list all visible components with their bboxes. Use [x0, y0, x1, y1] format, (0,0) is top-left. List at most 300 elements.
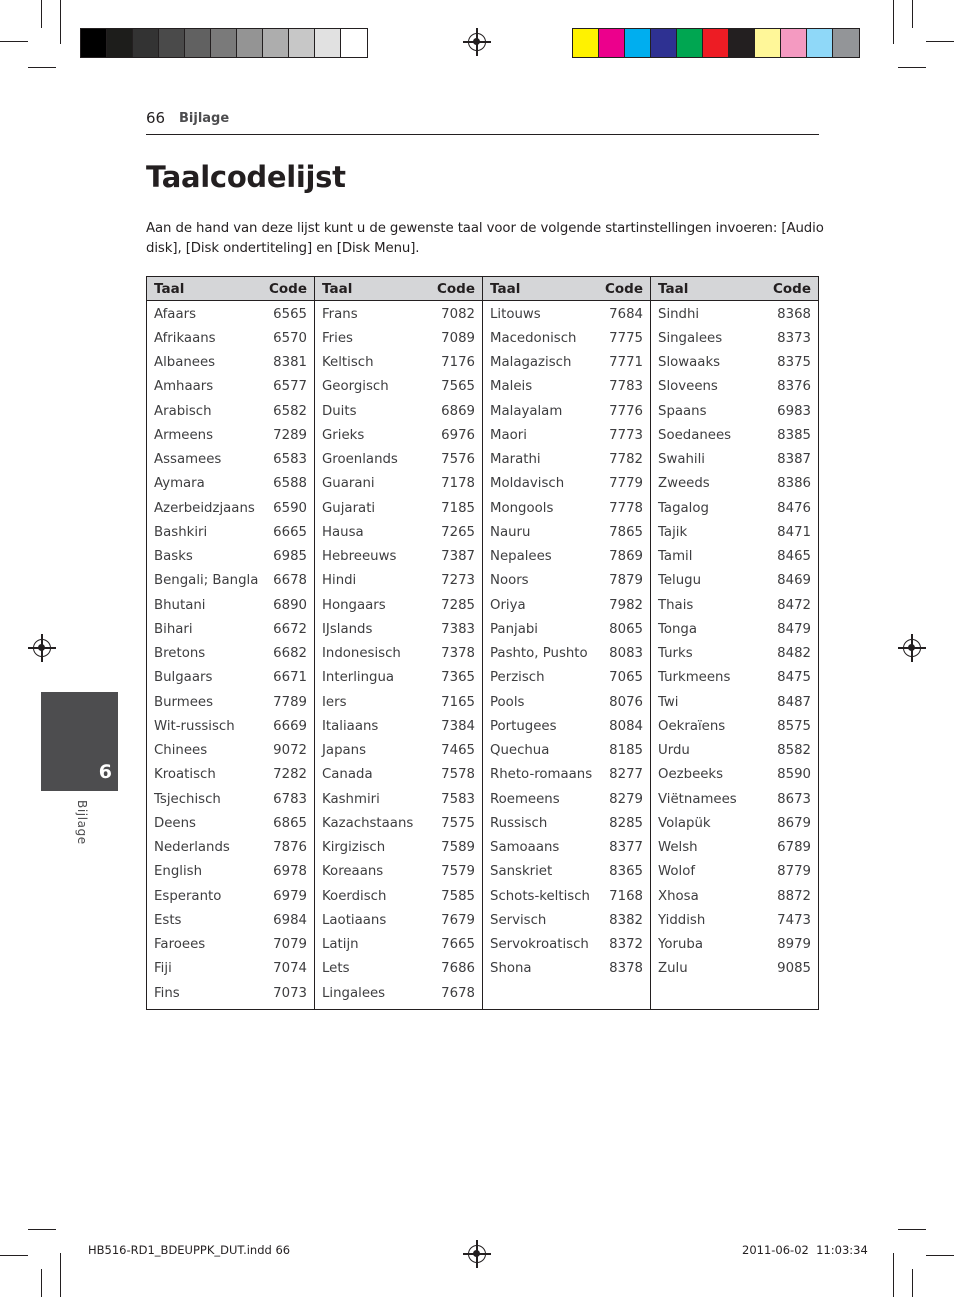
- language-code: 8679: [777, 815, 811, 831]
- color-swatch: [133, 29, 159, 57]
- language-name: Schots-keltisch: [490, 888, 590, 904]
- language-name: Oekraïens: [658, 718, 726, 734]
- table-row: [315, 496, 482, 520]
- language-name: Russisch: [490, 815, 548, 831]
- language-name: Zulu: [658, 961, 688, 977]
- language-code: 6979: [273, 888, 307, 904]
- language-name: Bulgaars: [154, 670, 213, 686]
- header-taal: Taal: [322, 280, 353, 297]
- header-code: Code: [268, 280, 307, 297]
- language-code: 7089: [441, 330, 475, 346]
- crop-mark: [893, 1253, 894, 1297]
- table-row: [315, 666, 482, 690]
- language-name: Armeens: [154, 427, 213, 443]
- table-row: [483, 399, 650, 423]
- table-row: [147, 545, 314, 569]
- table-row: [483, 763, 650, 787]
- table-row: [483, 860, 650, 884]
- language-name: Pashto, Pushto: [490, 646, 588, 662]
- language-name: Twi: [658, 694, 679, 710]
- table-row: [651, 351, 818, 375]
- language-code: 8376: [777, 379, 811, 395]
- table-row: [651, 666, 818, 690]
- table-row: [315, 836, 482, 860]
- language-name: Maleis: [490, 379, 533, 395]
- language-code: 8382: [609, 912, 643, 928]
- chapter-number: 6: [98, 761, 112, 783]
- language-name: Sindhi: [658, 306, 700, 322]
- language-name: Samoaans: [490, 840, 560, 856]
- language-name: Perzisch: [490, 670, 545, 686]
- language-code: 7773: [609, 427, 643, 443]
- language-code: 8377: [609, 840, 643, 856]
- language-code: 7165: [441, 694, 475, 710]
- language-code: 8084: [609, 718, 643, 734]
- language-code: 7383: [441, 621, 475, 637]
- table-row: [315, 884, 482, 908]
- language-code: 6789: [777, 840, 811, 856]
- table-row: [315, 642, 482, 666]
- table-row: [315, 326, 482, 350]
- language-code: 8979: [777, 937, 811, 953]
- crop-mark: [898, 1229, 926, 1230]
- language-code: 7185: [441, 500, 475, 516]
- table-row: [651, 763, 818, 787]
- table-header: [315, 277, 482, 301]
- language-code: 7082: [441, 306, 475, 322]
- language-code: 6582: [273, 403, 307, 419]
- language-code: 7778: [609, 500, 643, 516]
- language-name: Fins: [154, 985, 180, 1001]
- language-name: Bretons: [154, 646, 206, 662]
- language-code: 8590: [777, 767, 811, 783]
- language-code: 8472: [777, 597, 811, 613]
- table-row: [147, 423, 314, 447]
- table-row: [147, 642, 314, 666]
- language-name: Frans: [322, 306, 358, 322]
- table-row: [147, 520, 314, 544]
- table-row: [147, 302, 314, 326]
- table-row: [651, 957, 818, 981]
- language-name: Koreaans: [322, 864, 384, 880]
- language-code: 7589: [441, 840, 475, 856]
- language-code: 6671: [273, 670, 307, 686]
- table-row: [483, 714, 650, 738]
- language-code: 7178: [441, 476, 475, 492]
- language-code: 8372: [609, 937, 643, 953]
- language-code: 7378: [441, 646, 475, 662]
- crop-mark: [41, 1269, 42, 1297]
- language-name: Servokroatisch: [490, 937, 589, 953]
- table-row: [651, 448, 818, 472]
- language-code: 8386: [777, 476, 811, 492]
- table-row: [483, 545, 650, 569]
- language-name: Nederlands: [154, 840, 230, 856]
- language-code: 6583: [273, 452, 307, 468]
- page-number: 66: [146, 109, 166, 127]
- crop-mark: [0, 1255, 28, 1256]
- language-name: Thais: [658, 597, 694, 613]
- language-code: 7684: [609, 306, 643, 322]
- language-name: Viëtnamees: [658, 791, 737, 807]
- table-row: [315, 423, 482, 447]
- registration-mark-icon: [468, 1245, 486, 1263]
- language-name: Afrikaans: [154, 330, 216, 346]
- table-row: [147, 593, 314, 617]
- language-name: Afaars: [154, 306, 196, 322]
- language-code: 6665: [273, 524, 307, 540]
- header-taal: Taal: [658, 280, 689, 297]
- language-name: Esperanto: [154, 888, 222, 904]
- language-code: 7789: [273, 694, 307, 710]
- language-code: 7665: [441, 937, 475, 953]
- table-row: [315, 933, 482, 957]
- table-row: [315, 714, 482, 738]
- language-name: Malayalam: [490, 403, 563, 419]
- language-name: Ests: [154, 912, 182, 928]
- intro-paragraph: Aan de hand van deze lijst kunt u de gewenste taal voor de volgende startinstellingen invoeren: [Audio disk], [Disk ondertiteling] en [Disk Menu].: [146, 221, 824, 256]
- table-header: [483, 277, 650, 301]
- language-name: Welsh: [658, 840, 698, 856]
- language-code: 6865: [273, 815, 307, 831]
- chapter-label: Bijlage: [75, 800, 89, 845]
- language-code: 8373: [777, 330, 811, 346]
- crop-mark: [912, 0, 913, 28]
- table-row: [483, 957, 650, 981]
- language-code: 6590: [273, 500, 307, 516]
- crop-mark: [41, 0, 42, 28]
- language-code: 7265: [441, 524, 475, 540]
- table-row: [483, 351, 650, 375]
- language-name: Rheto-romaans: [490, 767, 593, 783]
- language-code: 6678: [273, 573, 307, 589]
- language-name: Iers: [322, 694, 347, 710]
- language-name: Sloveens: [658, 379, 718, 395]
- language-code: 6978: [273, 864, 307, 880]
- language-name: Pools: [490, 694, 525, 710]
- language-code: 8277: [609, 767, 643, 783]
- language-code: 6976: [441, 427, 475, 443]
- language-name: Telugu: [658, 573, 702, 589]
- table-row: [315, 545, 482, 569]
- color-swatch: [703, 29, 729, 57]
- table-row: [315, 569, 482, 593]
- color-swatch: [107, 29, 133, 57]
- language-name: Latijn: [322, 937, 359, 953]
- language-code: 8471: [777, 524, 811, 540]
- language-name: Quechua: [490, 743, 550, 759]
- table-row: [651, 375, 818, 399]
- language-name: Kashmiri: [322, 791, 380, 807]
- language-code: 7982: [609, 597, 643, 613]
- language-name: Volapük: [658, 815, 711, 831]
- color-swatch: [263, 29, 289, 57]
- table-row: [315, 739, 482, 763]
- table-row: [147, 569, 314, 593]
- color-swatch: [159, 29, 185, 57]
- language-name: Hongaars: [322, 597, 386, 613]
- table-row: [483, 593, 650, 617]
- crop-mark: [28, 67, 56, 68]
- language-name: Xhosa: [658, 888, 699, 904]
- language-code: 8482: [777, 646, 811, 662]
- crop-mark: [28, 1229, 56, 1230]
- table-row: [147, 690, 314, 714]
- language-code: 7073: [273, 985, 307, 1001]
- table-row: [651, 423, 818, 447]
- language-name: Laotiaans: [322, 912, 387, 928]
- color-swatch: [807, 29, 833, 57]
- language-code: 7776: [609, 403, 643, 419]
- table-row: [483, 933, 650, 957]
- language-code: 8378: [609, 961, 643, 977]
- language-name: Yiddish: [658, 912, 706, 928]
- table-row: [147, 666, 314, 690]
- language-name: Servisch: [490, 912, 547, 928]
- language-name: Bengali; Bangla: [154, 573, 259, 589]
- table-row: [651, 787, 818, 811]
- table-column: [315, 277, 483, 1009]
- language-name: Hebreeuws: [322, 549, 397, 565]
- language-code: 8185: [609, 743, 643, 759]
- language-name: Kazachstaans: [322, 815, 414, 831]
- color-swatch: [289, 29, 315, 57]
- table-row: [651, 714, 818, 738]
- table-row: [483, 811, 650, 835]
- language-name: Kirgizisch: [322, 840, 386, 856]
- section-name: Bijlage: [179, 111, 230, 126]
- table-row: [315, 811, 482, 835]
- language-code: 8465: [777, 549, 811, 565]
- header-code: Code: [772, 280, 811, 297]
- language-code: 8673: [777, 791, 811, 807]
- language-name: Swahili: [658, 452, 705, 468]
- table-row: [651, 908, 818, 932]
- language-code: 6570: [273, 330, 307, 346]
- color-swatch: [781, 29, 807, 57]
- language-code: 7575: [441, 815, 475, 831]
- language-name: Fries: [322, 330, 353, 346]
- language-name: Moldavisch: [490, 476, 565, 492]
- language-code: 6984: [273, 912, 307, 928]
- language-name: Kroatisch: [154, 767, 216, 783]
- table-row: [315, 860, 482, 884]
- table-row: [147, 375, 314, 399]
- table-row: [147, 714, 314, 738]
- crop-mark: [60, 0, 61, 44]
- language-code: 6672: [273, 621, 307, 637]
- language-code: 6682: [273, 646, 307, 662]
- table-row: [483, 884, 650, 908]
- language-code: 8872: [777, 888, 811, 904]
- language-code: 7565: [441, 379, 475, 395]
- color-swatch: [185, 29, 211, 57]
- language-name: Koerdisch: [322, 888, 387, 904]
- language-code: 7879: [609, 573, 643, 589]
- crop-mark: [912, 1269, 913, 1297]
- language-name: Arabisch: [154, 403, 212, 419]
- language-code: 6983: [777, 403, 811, 419]
- language-name: Maori: [490, 427, 527, 443]
- table-row: [147, 739, 314, 763]
- language-name: Bihari: [154, 621, 193, 637]
- language-name: Tsjechisch: [154, 791, 221, 807]
- table-row: [147, 763, 314, 787]
- language-name: Chinees: [154, 743, 208, 759]
- language-code: 7869: [609, 549, 643, 565]
- language-code: 7779: [609, 476, 643, 492]
- language-name: Guarani: [322, 476, 375, 492]
- running-header: [146, 108, 819, 135]
- language-name: Macedonisch: [490, 330, 577, 346]
- language-name: Canada: [322, 767, 373, 783]
- color-swatch: [677, 29, 703, 57]
- table-row: [147, 836, 314, 860]
- table-row: [315, 375, 482, 399]
- table-row: [483, 520, 650, 544]
- language-name: Spaans: [658, 403, 707, 419]
- table-row: [483, 375, 650, 399]
- language-name: Indonesisch: [322, 646, 401, 662]
- language-code: 7583: [441, 791, 475, 807]
- language-name: Sanskriet: [490, 864, 553, 880]
- page-title: Taalcodelijst: [146, 160, 346, 194]
- language-name: Hausa: [322, 524, 364, 540]
- language-name: Aymara: [154, 476, 205, 492]
- language-name: Keltisch: [322, 355, 374, 371]
- language-code: 7679: [441, 912, 475, 928]
- language-name: Nauru: [490, 524, 531, 540]
- language-code: 8381: [273, 355, 307, 371]
- table-row: [315, 787, 482, 811]
- language-code: 7876: [273, 840, 307, 856]
- table-row: [483, 836, 650, 860]
- language-name: Urdu: [658, 743, 690, 759]
- table-row: [147, 957, 314, 981]
- table-row: [147, 933, 314, 957]
- language-code: 8487: [777, 694, 811, 710]
- color-swatch: [625, 29, 651, 57]
- slug-timestamp: 2011-06-02 ￼￼ 11:03:34: [742, 1243, 868, 1257]
- table-row: [483, 739, 650, 763]
- language-name: Lets: [322, 961, 350, 977]
- language-code: 8083: [609, 646, 643, 662]
- table-row: [483, 302, 650, 326]
- crop-mark: [0, 41, 28, 42]
- table-row: [483, 496, 650, 520]
- language-code: 8479: [777, 621, 811, 637]
- language-name: Bhutani: [154, 597, 206, 613]
- table-row: [651, 302, 818, 326]
- language-code: 8285: [609, 815, 643, 831]
- table-row: [651, 593, 818, 617]
- language-code: 7783: [609, 379, 643, 395]
- table-row: [315, 690, 482, 714]
- language-name: Interlingua: [322, 670, 395, 686]
- table-row: [147, 472, 314, 496]
- language-code: 7782: [609, 452, 643, 468]
- language-code: 7289: [273, 427, 307, 443]
- table-row: [483, 448, 650, 472]
- registration-mark-icon: [468, 33, 486, 51]
- table-row: [651, 545, 818, 569]
- language-name: Duits: [322, 403, 357, 419]
- language-name: Roemeens: [490, 791, 560, 807]
- color-calibration-bar: [572, 28, 860, 58]
- language-code: 6565: [273, 306, 307, 322]
- language-name: Hindi: [322, 573, 357, 589]
- table-row: [147, 908, 314, 932]
- table-row: [651, 884, 818, 908]
- language-name: Oriya: [490, 597, 526, 613]
- language-code-table: [146, 276, 819, 1010]
- language-code: 7273: [441, 573, 475, 589]
- language-code: 8375: [777, 355, 811, 371]
- language-name: Zweeds: [658, 476, 710, 492]
- language-code: 6588: [273, 476, 307, 492]
- language-name: Georgisch: [322, 379, 389, 395]
- table-row: [651, 933, 818, 957]
- table-column: [483, 277, 651, 1009]
- language-code: 7282: [273, 767, 307, 783]
- table-row: [147, 496, 314, 520]
- table-row: [483, 423, 650, 447]
- language-name: Azerbeidzjaans: [154, 500, 255, 516]
- language-name: Singalees: [658, 330, 723, 346]
- table-header: [147, 277, 314, 301]
- language-code: 7384: [441, 718, 475, 734]
- table-row: [315, 981, 482, 1005]
- language-code: 7365: [441, 670, 475, 686]
- language-name: Grieks: [322, 427, 365, 443]
- language-name: Tamil: [658, 549, 693, 565]
- table-row: [651, 569, 818, 593]
- language-code: 7585: [441, 888, 475, 904]
- language-code: 6890: [273, 597, 307, 613]
- language-name: Shona: [490, 961, 532, 977]
- language-code: 7387: [441, 549, 475, 565]
- language-code: 8385: [777, 427, 811, 443]
- table-row: [147, 860, 314, 884]
- table-row: [147, 787, 314, 811]
- table-row: [315, 351, 482, 375]
- language-code: 8582: [777, 743, 811, 759]
- language-name: Soedanees: [658, 427, 732, 443]
- table-row: [651, 520, 818, 544]
- language-code: 6869: [441, 403, 475, 419]
- table-row: [483, 326, 650, 350]
- language-name: Mongools: [490, 500, 554, 516]
- table-row: [147, 326, 314, 350]
- chapter-tab: [41, 692, 118, 791]
- language-code: 7079: [273, 937, 307, 953]
- language-name: Malagazisch: [490, 355, 572, 371]
- language-name: Japans: [322, 743, 367, 759]
- language-code: 7678: [441, 985, 475, 1001]
- header-taal: Taal: [490, 280, 521, 297]
- language-name: Wolof: [658, 864, 696, 880]
- table-row: [651, 739, 818, 763]
- table-row: [147, 981, 314, 1005]
- language-code: 6577: [273, 379, 307, 395]
- language-code: 7465: [441, 743, 475, 759]
- table-row: [315, 448, 482, 472]
- table-row: [483, 787, 650, 811]
- table-row: [483, 472, 650, 496]
- language-name: Yoruba: [658, 937, 703, 953]
- table-row: [147, 811, 314, 835]
- table-row: [147, 884, 314, 908]
